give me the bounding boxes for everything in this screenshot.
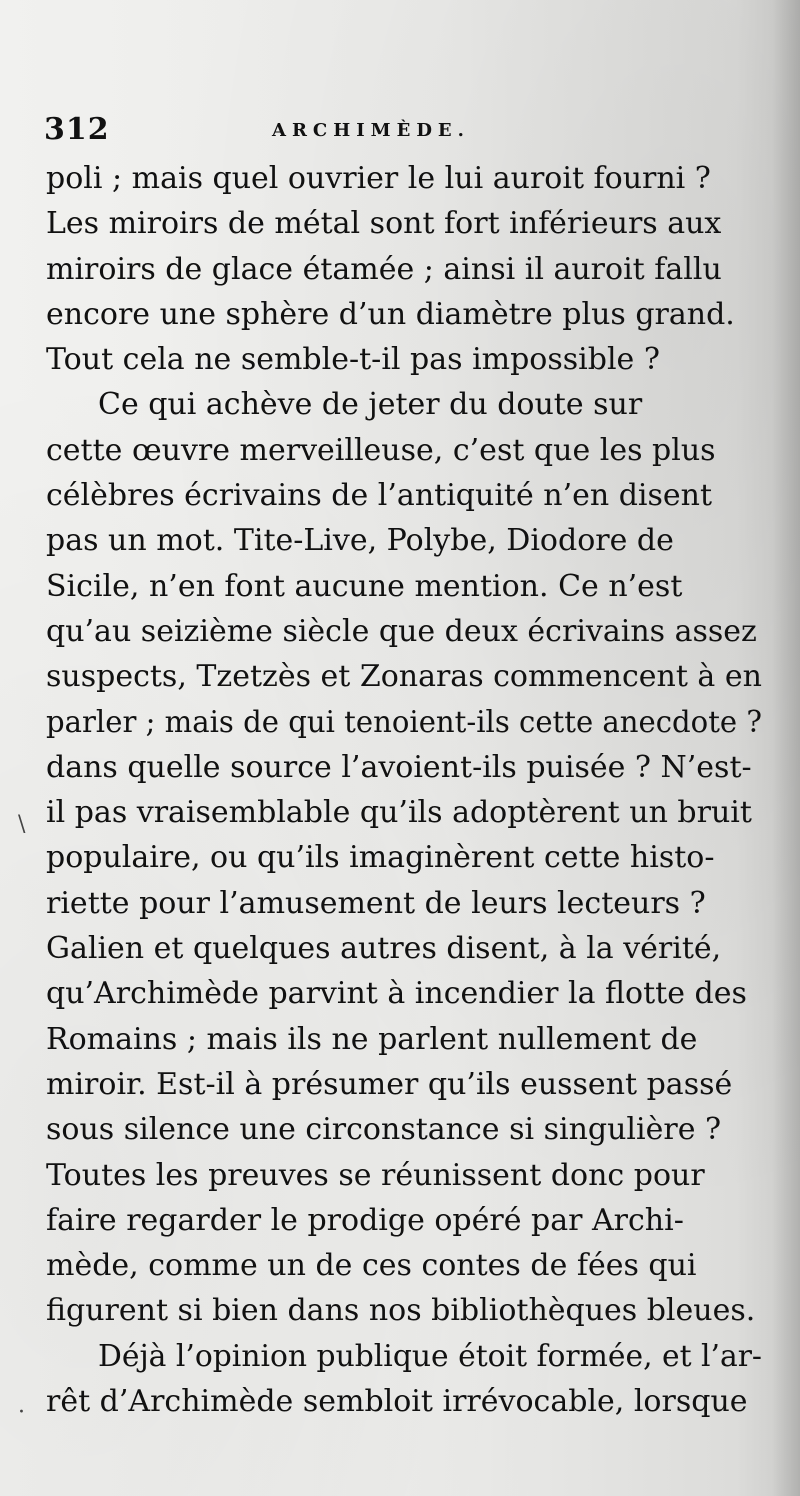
margin-dot: · — [18, 1400, 25, 1425]
text-line: Déjà l’opinion publique étoit formée, et l’ar- — [98, 1338, 762, 1374]
body-text — [46, 156, 762, 1424]
page-number: 312 — [44, 112, 110, 147]
text-line: dans quelle source l’avoient-ils puisée ? N’est- — [46, 749, 752, 785]
text-line: miroirs de glace étamée ; ainsi il auroit fallu — [46, 251, 722, 287]
margin-mark: \ — [18, 812, 26, 837]
text-line: Tout cela ne semble-t-il pas impossible ? — [46, 342, 660, 378]
text-line: qu’au seizième siècle que deux écrivains assez — [46, 613, 757, 649]
text-line: parler ; mais de qui tenoient-ils cette anecdote ? — [46, 704, 762, 740]
text-line: mède, comme un de ces contes de fées qui — [46, 1248, 697, 1284]
text-line: poli ; mais quel ouvrier le lui auroit fourni ? — [46, 161, 711, 196]
text-line: cette œuvre merveilleuse, c’est que les plus — [46, 432, 716, 468]
text-line: riette pour l’amusement de leurs lecteurs ? — [46, 885, 706, 921]
text-line: célèbres écrivains de l’antiquité n’en disent — [46, 478, 713, 514]
text-line: suspects, Tzetzès et Zonaras commencent à en — [46, 659, 762, 695]
text-line: il pas vraisemblable qu’ils adoptèrent un bruit — [46, 795, 752, 831]
text-line: qu’Archimède parvint à incendier la flotte des — [46, 976, 747, 1012]
page-header — [44, 112, 604, 152]
text-line: rêt d’Archimède sembloit irrévocable, lorsque — [46, 1384, 748, 1420]
text-line: Toutes les preuves se réunissent donc pour — [46, 1157, 705, 1193]
text-line: sous silence une circonstance si singulière ? — [46, 1112, 722, 1148]
text-line: encore une sphère d’un diamètre plus grand. — [46, 296, 735, 332]
text-line: Ce qui achève de jeter du doute sur — [98, 387, 643, 423]
text-line: miroir. Est-il à présumer qu’ils eussent passé — [46, 1066, 733, 1102]
text-line: Romains ; mais ils ne parlent nullement de — [46, 1021, 698, 1057]
running-head: ARCHIMÈDE. — [272, 120, 470, 141]
page-edge-shadow — [772, 0, 800, 1496]
text-line: faire regarder le prodige opéré par Archi- — [46, 1202, 684, 1238]
text-line: pas un mot. Tite-Live, Polybe, Diodore de — [46, 523, 674, 559]
text-line: Sicile, n’en font aucune mention. Ce n’est — [46, 568, 683, 604]
text-line: Galien et quelques autres disent, à la vérité, — [46, 931, 722, 967]
text-line: figurent si bien dans nos bibliothèques bleues. — [46, 1293, 756, 1329]
text-line: Les miroirs de métal sont fort inférieurs aux — [46, 206, 722, 242]
text-line: populaire, ou qu’ils imaginèrent cette histo- — [46, 840, 715, 876]
